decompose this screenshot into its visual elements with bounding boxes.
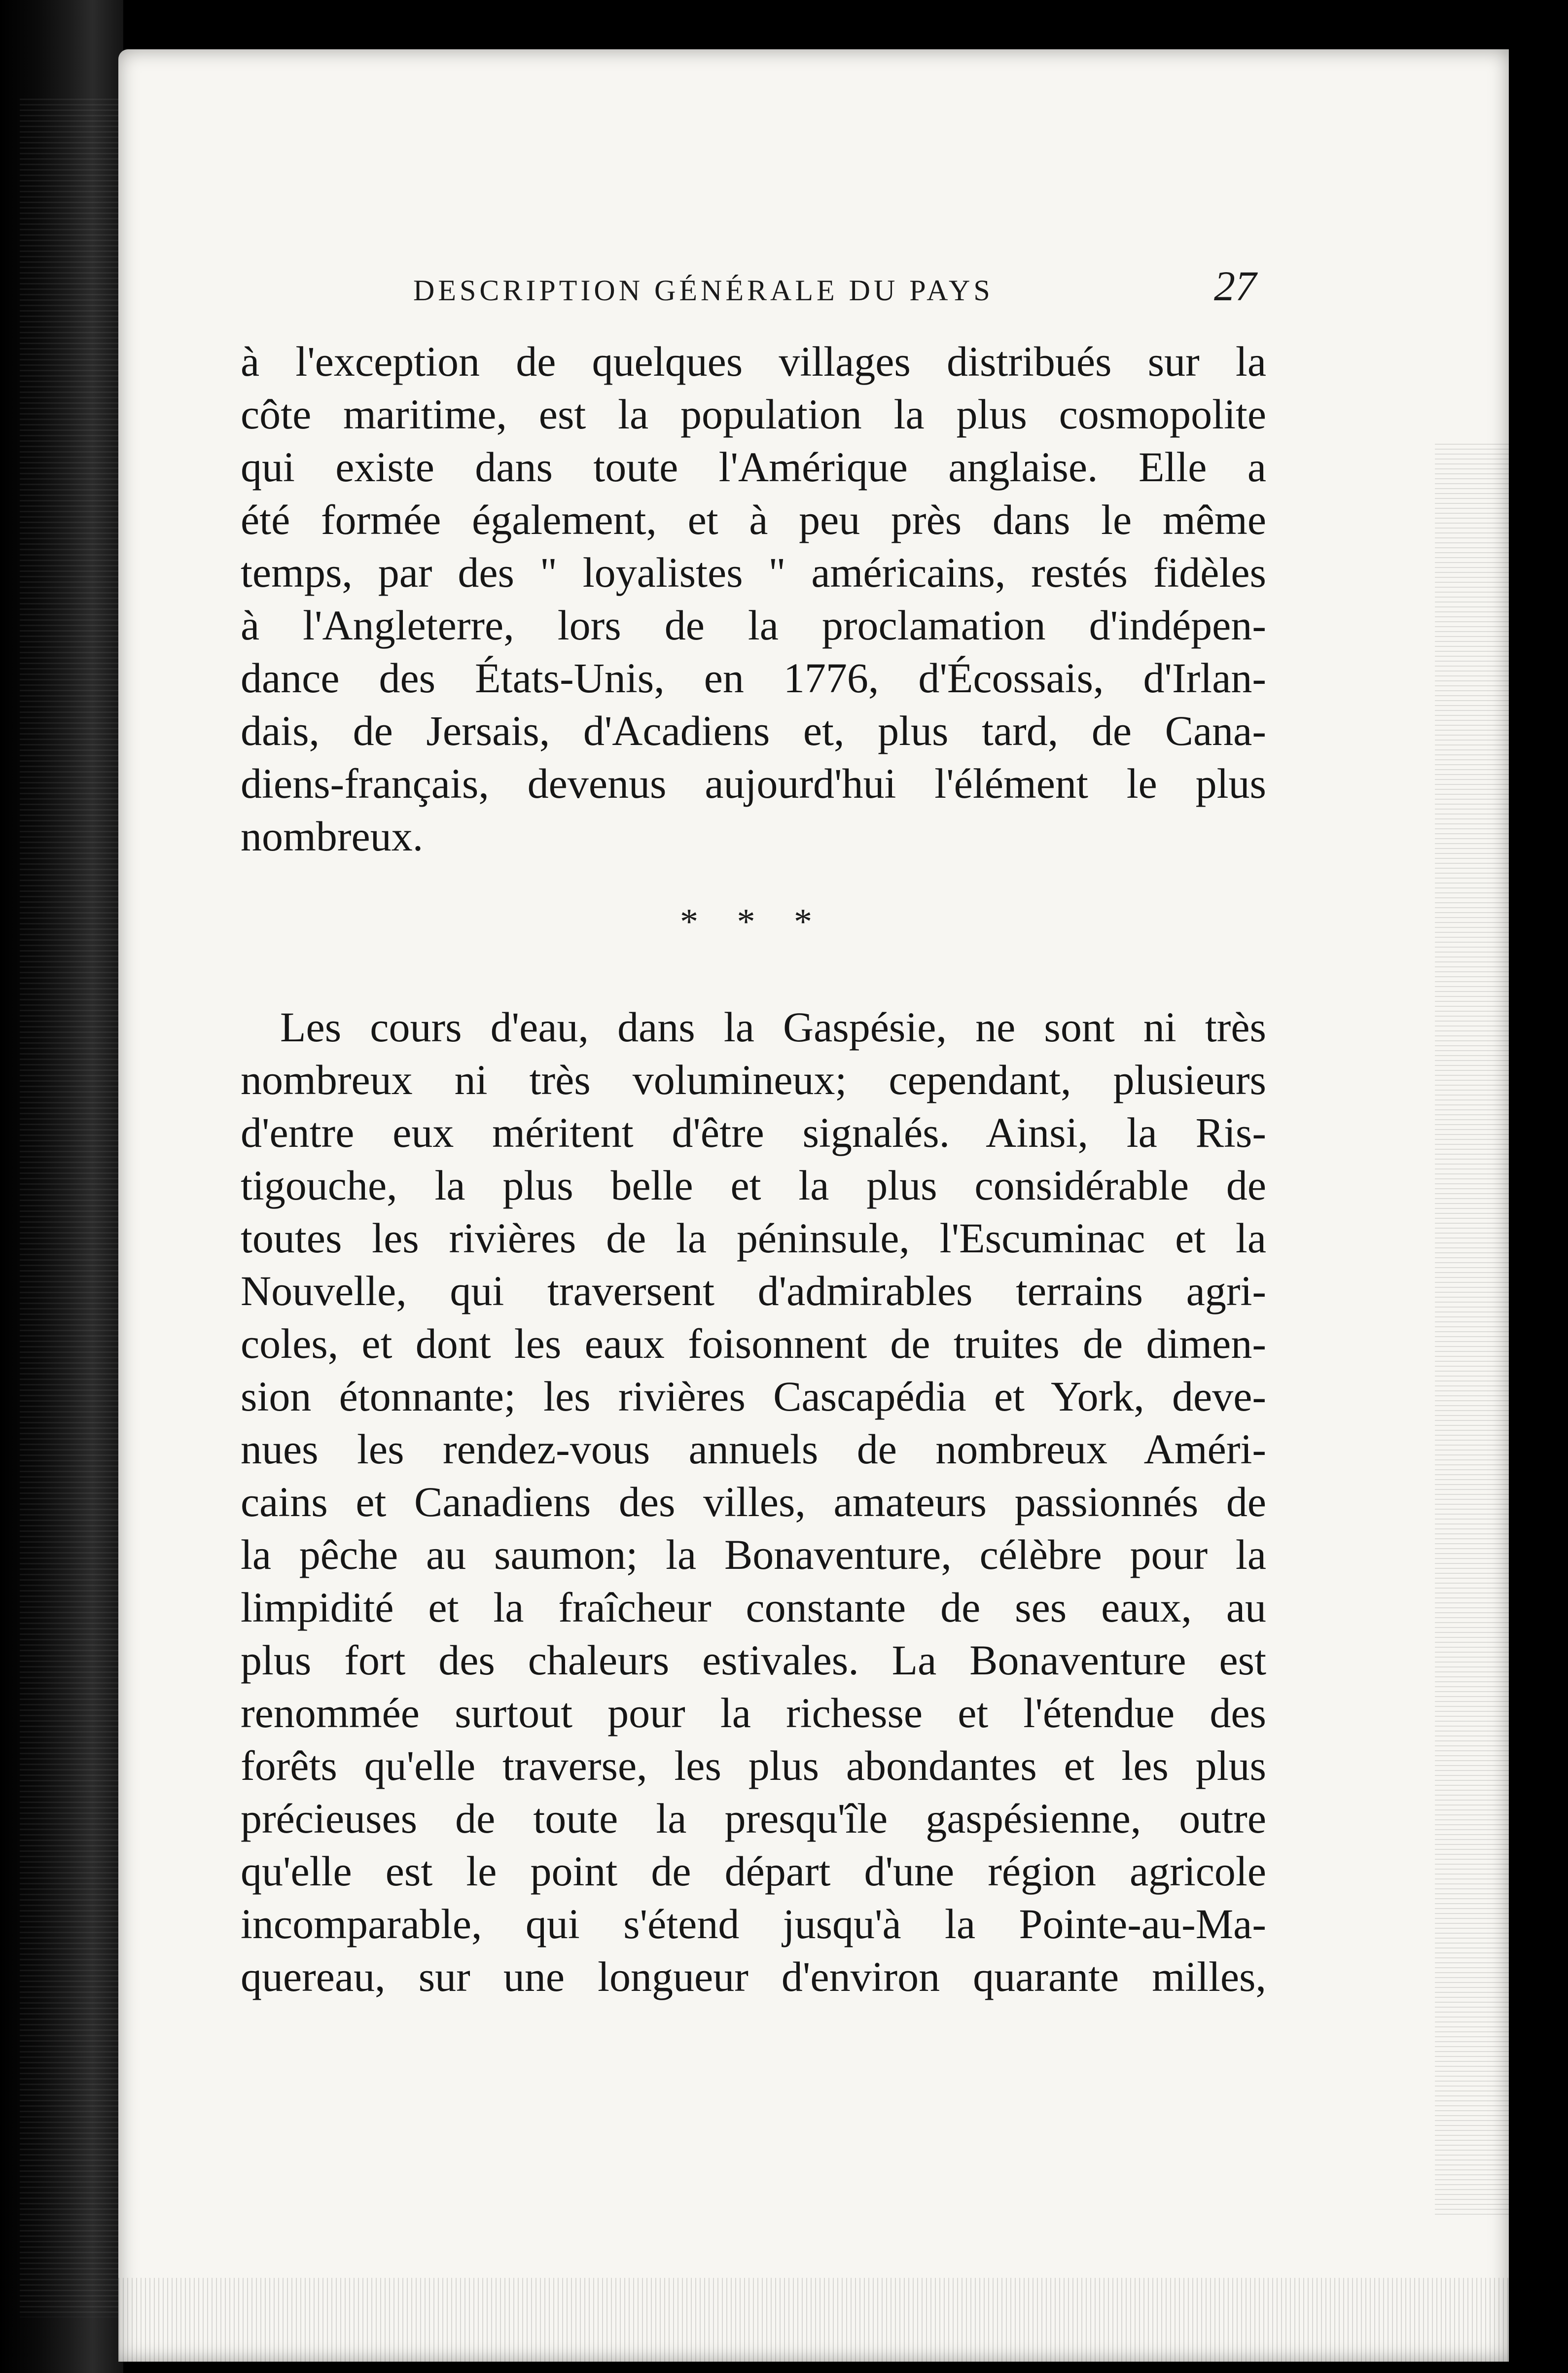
text-line: d'entre eux méritent d'être signalés. Ainsi, la Ris- xyxy=(241,1109,1266,1156)
text-line: Nouvelle, qui traversent d'admirables terrains agri- xyxy=(241,1267,1266,1314)
text-line: quereau, sur une longueur d'environ quarante milles, xyxy=(241,1953,1266,2000)
page-number: 27 xyxy=(1214,262,1256,310)
text-line: dance des États-Unis, en 1776, d'Écossais, d'Irlan- xyxy=(241,654,1266,702)
page-text xyxy=(241,261,1266,2003)
text-line: renommée surtout pour la richesse et l'étendue des xyxy=(241,1689,1266,1736)
text-line: nues les rendez-vous annuels de nombreux Améri- xyxy=(241,1425,1266,1473)
text-line: temps, par des " loyalistes " américains, restés fidèles xyxy=(241,549,1266,596)
text-line: précieuses de toute la presqu'île gaspésienne, outre xyxy=(241,1795,1266,1842)
text-line: nombreux ni très volumineux; cependant, plusieurs xyxy=(241,1056,1266,1103)
text-line: qui existe dans toute l'Amérique anglaise. Elle a xyxy=(241,443,1266,491)
text-line: nombreux. xyxy=(241,813,424,860)
text-line: sion étonnante; les rivières Cascapédia et York, deve- xyxy=(241,1373,1266,1420)
text-line: côte maritime, est la population la plus cosmopolite xyxy=(241,390,1266,438)
text-line: tigouche, la plus belle et la plus considérable de xyxy=(241,1162,1266,1209)
scan-right-border xyxy=(1509,0,1568,2373)
text-line: dais, de Jersais, d'Acadiens et, plus tard, de Cana- xyxy=(241,707,1266,754)
text-line: forêts qu'elle traverse, les plus abondantes et les plus xyxy=(241,1742,1266,1789)
text-line: plus fort des chaleurs estivales. La Bonaventure est xyxy=(241,1636,1266,1684)
text-line: coles, et dont les eaux foisonnent de truites de dimen- xyxy=(241,1320,1266,1367)
section-separator: * * * xyxy=(680,902,827,942)
page-edge-grain xyxy=(1435,444,1509,2219)
running-title: DESCRIPTION GÉNÉRALE DU PAYS xyxy=(413,274,994,307)
text-line: cains et Canadiens des villes, amateurs passionnés de xyxy=(241,1478,1266,1525)
text-line: été formée également, et à peu près dans le même xyxy=(241,496,1266,543)
running-head xyxy=(241,261,1266,335)
text-line: incomparable, qui s'étend jusqu'à la Pointe-au-Ma- xyxy=(241,1900,1266,1948)
book-page xyxy=(118,49,1509,2362)
paragraph-2 xyxy=(241,1001,1266,2003)
text-line: à l'Angleterre, lors de la proclamation d'indépen- xyxy=(241,602,1266,649)
text-line: Les cours d'eau, dans la Gaspésie, ne sont ni très xyxy=(280,1003,1266,1051)
page-bottom-grain xyxy=(118,2278,1509,2362)
text-line: toutes les rivières de la péninsule, l'Escuminac et la xyxy=(241,1214,1266,1262)
paragraph-1 xyxy=(241,335,1266,863)
text-line: à l'exception de quelques villages distribués sur la xyxy=(241,338,1266,385)
text-line: qu'elle est le point de départ d'une région agricole xyxy=(241,1847,1266,1895)
text-line: limpidité et la fraîcheur constante de ses eaux, au xyxy=(241,1584,1266,1631)
scan-left-noise xyxy=(20,99,118,2317)
text-line: la pêche au saumon; la Bonaventure, célèbre pour la xyxy=(241,1531,1266,1578)
text-line: diens-français, devenus aujourd'hui l'élément le plus xyxy=(241,760,1266,807)
